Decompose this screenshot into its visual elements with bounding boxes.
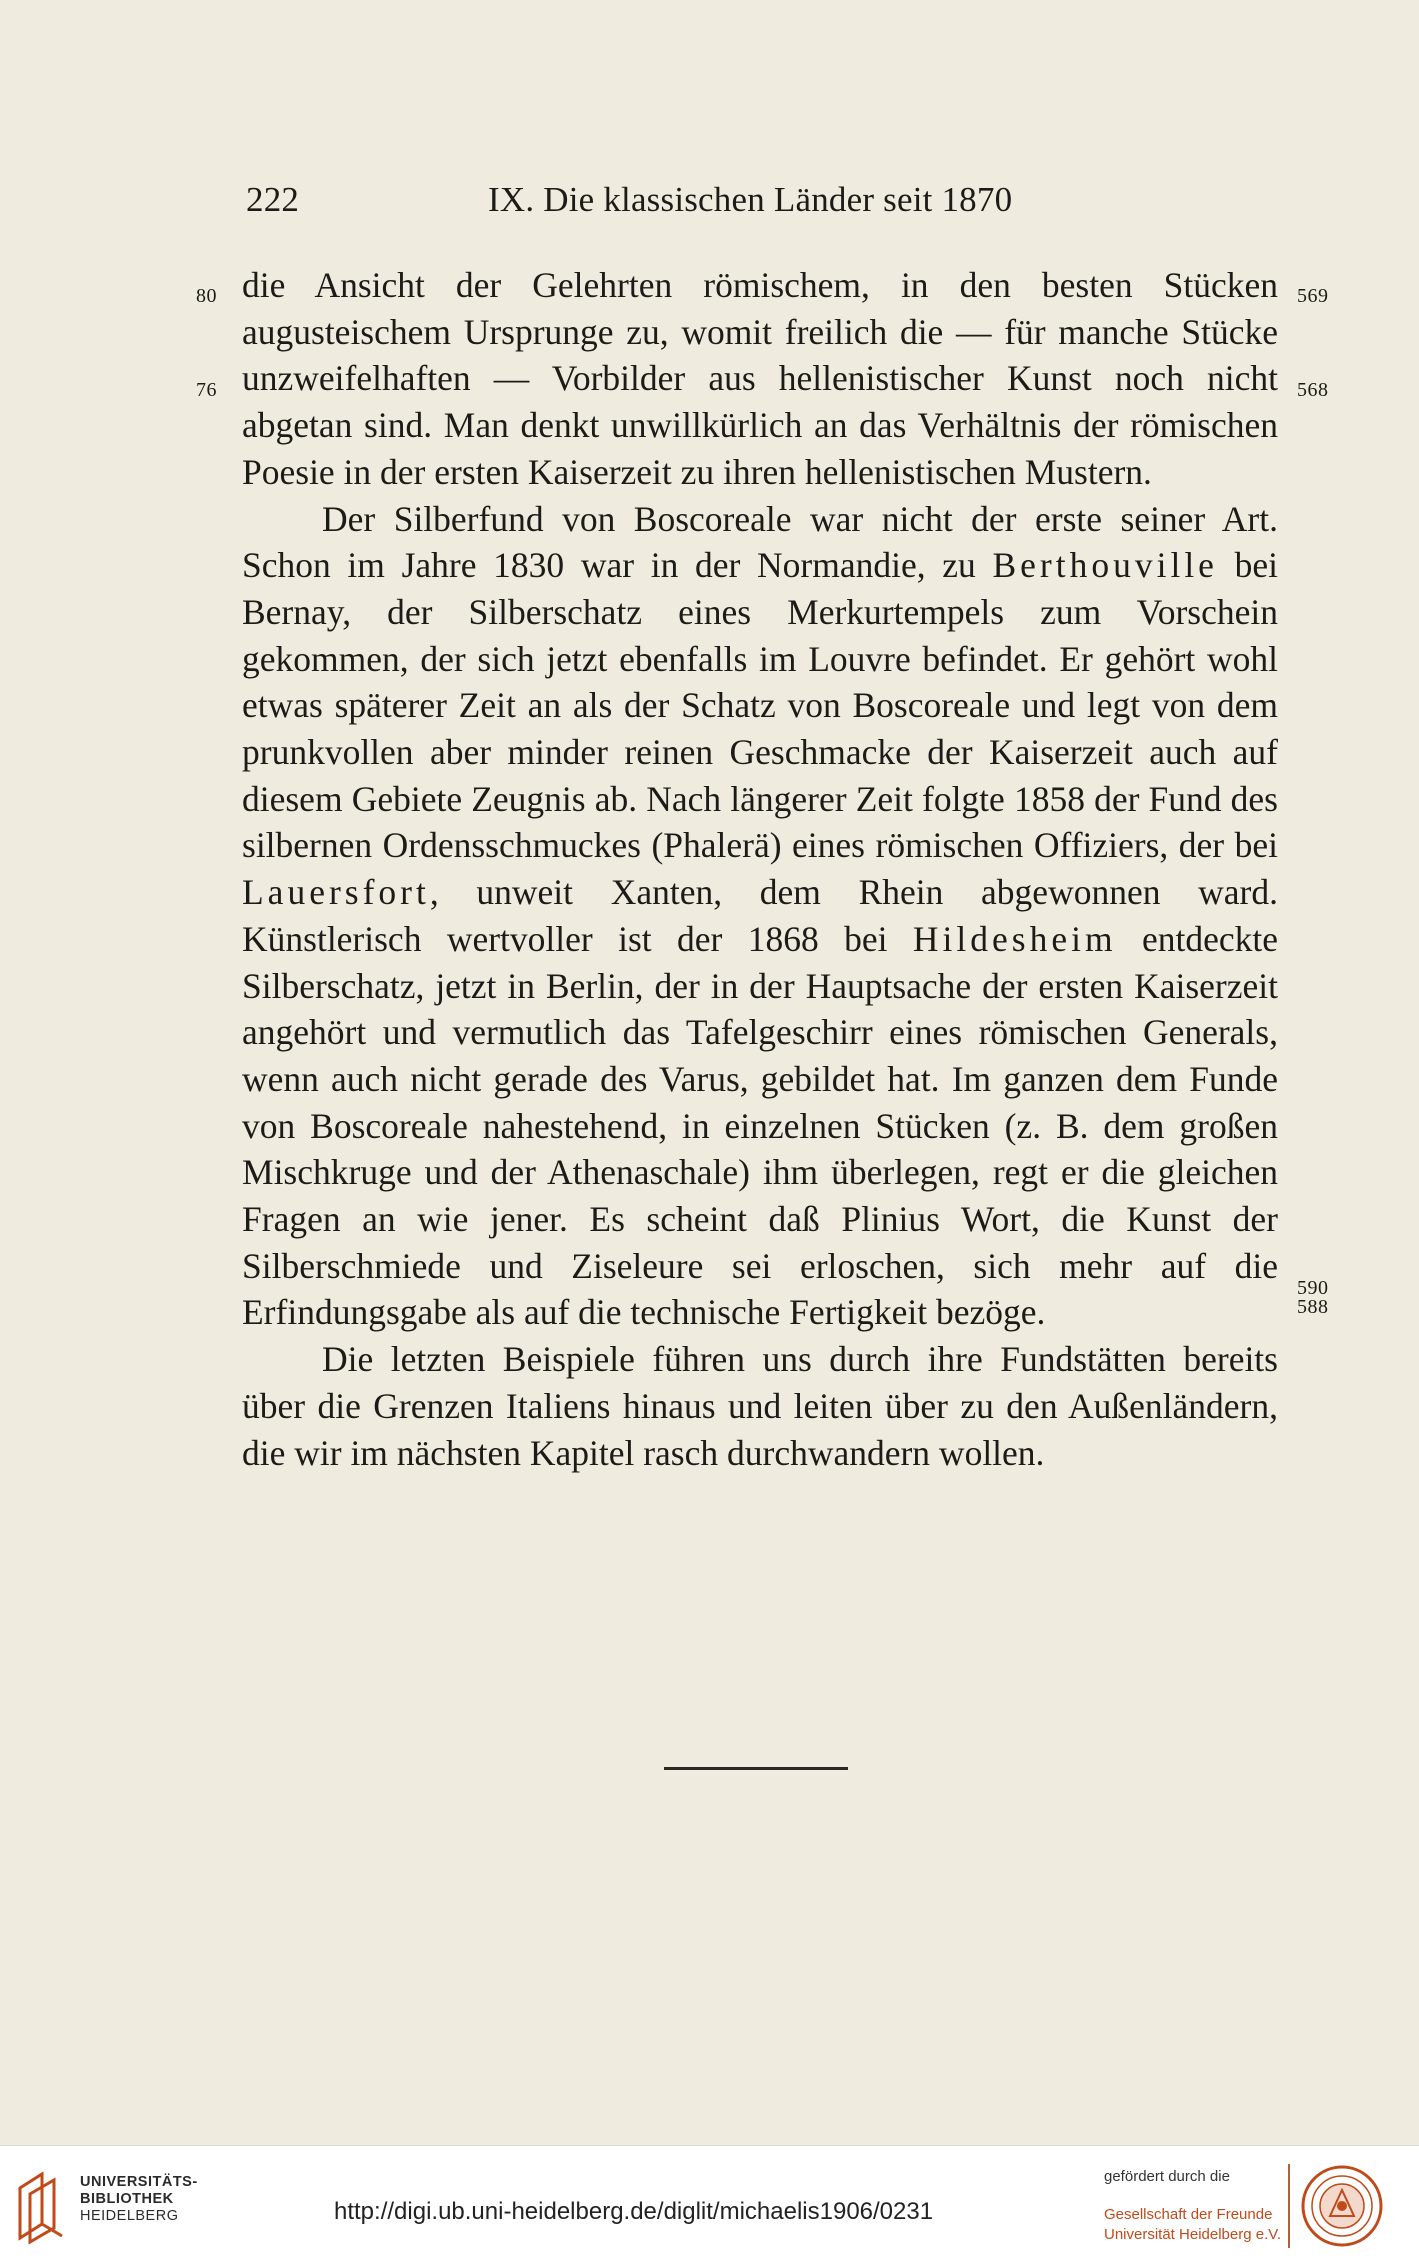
chapter-title: IX. Die klassischen Länder seit 1870	[488, 180, 1013, 219]
digitization-footer	[0, 2145, 1419, 2264]
permalink-url[interactable]: http://digi.ub.uni-heidelberg.de/diglit/michaelis1906/0231	[334, 2198, 934, 2225]
paragraph: Die letzten Beispiele führen uns durch ihre Fundstätten bereits über die Grenzen Italiens hinaus und leiten über zu den Außenländern, die wir im nächsten Kapitel rasch durchwandern wollen.	[242, 1339, 1278, 1473]
margin-number-right: 590	[1297, 1277, 1329, 1299]
margin-number-left: 76	[196, 379, 217, 401]
margin-number-right: 568	[1297, 379, 1329, 401]
margin-number-right: 588	[1297, 1296, 1329, 1318]
university-seal-icon	[1300, 2164, 1384, 2248]
paragraph: Der Silberfund von Boscoreale war nicht der erste seiner Art. Schon im Jahre 1830 war in der Normandie, zu Berthouville bei Bernay, der Silberschatz eines Merkurtempels zum Vorschein gekommen, der sich jetzt ebenfalls im Louvre befindet. Er gehört wohl etwas späterer Zeit an als der Schatz von Boscoreale und legt von dem prunkvollen aber minder reinen Geschmacke der Kaiserzeit auch auf diesem Gebiete Zeugnis ab. Nach längerer Zeit folgte 1858 der Fund des silbernen Ordensschmuckes (Phalerä) eines römischen Offiziers, der bei Lauersfort, unweit Xanten, dem Rhein abgewonnen ward. Künstlerisch wertvoller ist der 1868 bei Hildesheim entdeckte Silberschatz, jetzt in Berlin, der in der Hauptsache der ersten Kaiserzeit angehört und vermutlich das Tafelgeschirr eines römischen Generals, wenn auch nicht gerade des Varus, gebildet hat. Im ganzen dem Funde von Boscoreale nahestehend, in einzelnen Stücken (z. B. dem großen Mischkruge und der Athenaschale) ihm überlegen, regt er die gleichen Fragen an wie jener. Es scheint daß Plinius Wort, die Kunst der Silberschmiede und Ziseleure sei erloschen, sich mehr auf die Erfindungsgabe als auf die technische Fertigkeit bezöge.	[242, 498, 1278, 1333]
sponsor-block: gefördert durch die Gesellschaft der Freunde Universität Heidelberg e.V.	[1104, 2168, 1282, 2243]
body-text	[242, 262, 1278, 1476]
margin-number-right: 569	[1297, 285, 1329, 307]
margin-number-left: 80	[196, 285, 217, 307]
library-name: UNIVERSITÄTS- BIBLIOTHEK HEIDELBERG	[80, 2174, 198, 2224]
section-end-rule	[664, 1767, 848, 1770]
footer-divider	[1288, 2164, 1290, 2248]
paragraph: die Ansicht der Gelehrten römischem, in den besten Stücken augusteischem Ursprunge zu, womit freilich die — für manche Stücke unzweifelhaften — Vorbilder aus hellenistischer Kunst noch nicht abgetan sind. Man denkt unwillkürlich an das Verhältnis der römischen Poesie in der ersten Kaiserzeit zu ihren hellenistischen Mustern.	[242, 265, 1278, 492]
page-number: 222	[246, 180, 300, 219]
place-name-emphasis: Hildesheim	[912, 918, 1117, 959]
place-name-emphasis: Berthouville	[992, 545, 1218, 586]
place-name-emphasis: Lauersfort	[242, 872, 430, 913]
library-logo-icon	[14, 2166, 68, 2246]
